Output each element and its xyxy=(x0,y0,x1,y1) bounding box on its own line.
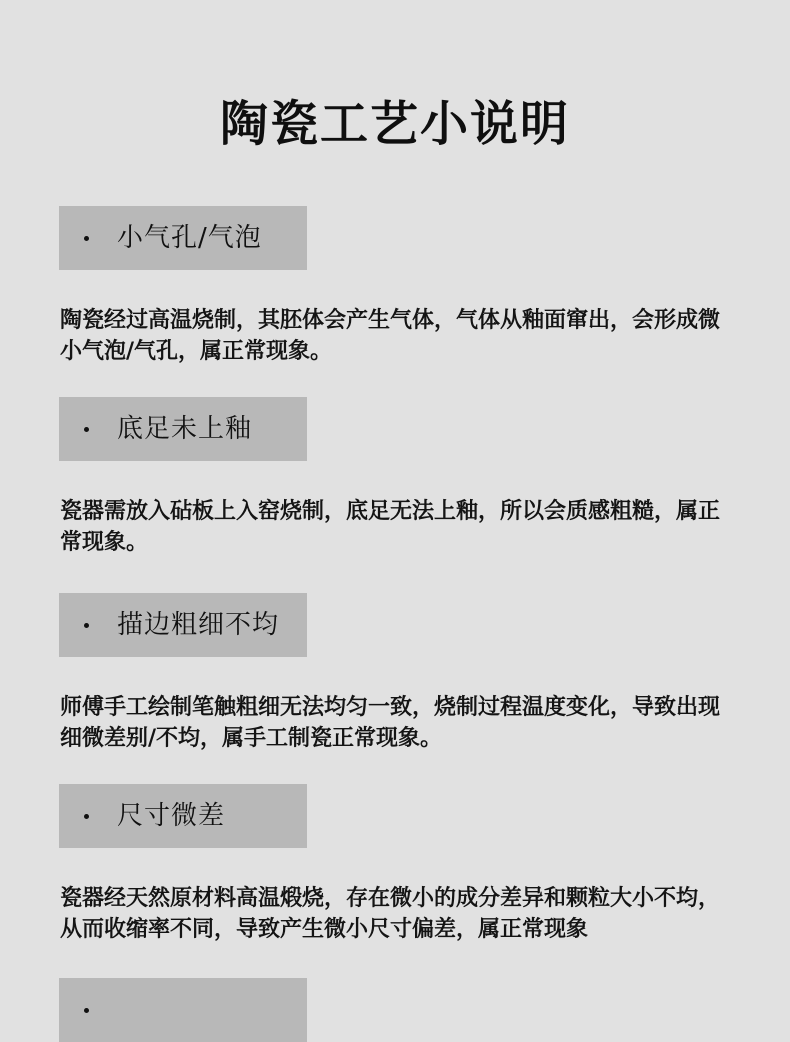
section-heading: 小气孔/气泡 xyxy=(117,223,262,253)
section-heading: 尺寸微差 xyxy=(117,801,226,831)
section-header-size-variance xyxy=(59,784,307,848)
section-description: 陶瓷经过高温烧制，其胚体会产生气体，气体从釉面窜出，会形成微小气泡/气孔，属正常现象。 xyxy=(60,308,721,364)
section-header-unglazed-foot xyxy=(59,397,307,461)
section-header-partial xyxy=(59,978,307,1042)
section-description: 瓷器需放入砧板上入窑烧制，底足无法上釉，所以会质感粗糙，属正常现象。 xyxy=(60,499,721,555)
section-header-small-pores xyxy=(59,206,307,270)
bullet-icon xyxy=(84,427,89,432)
section-description: 瓷器经天然原材料高温煅烧，存在微小的成分差异和颗粒大小不均，从而收缩率不同，导致产生微小尺寸偏差，属正常现象 xyxy=(60,886,721,942)
section-description: 师傅手工绘制笔触粗细无法均匀一致，烧制过程温度变化，导致出现细微差别/不均，属手工制瓷正常现象。 xyxy=(60,695,721,751)
section-header-uneven-outline xyxy=(59,593,307,657)
page-title: 陶瓷工艺小说明 xyxy=(219,96,570,152)
bullet-icon xyxy=(84,1008,89,1013)
bullet-icon xyxy=(84,236,89,241)
bullet-icon xyxy=(84,623,89,628)
bullet-icon xyxy=(84,814,89,819)
section-heading: 描边粗细不均 xyxy=(117,610,280,640)
section-heading: 底足未上釉 xyxy=(117,414,253,444)
